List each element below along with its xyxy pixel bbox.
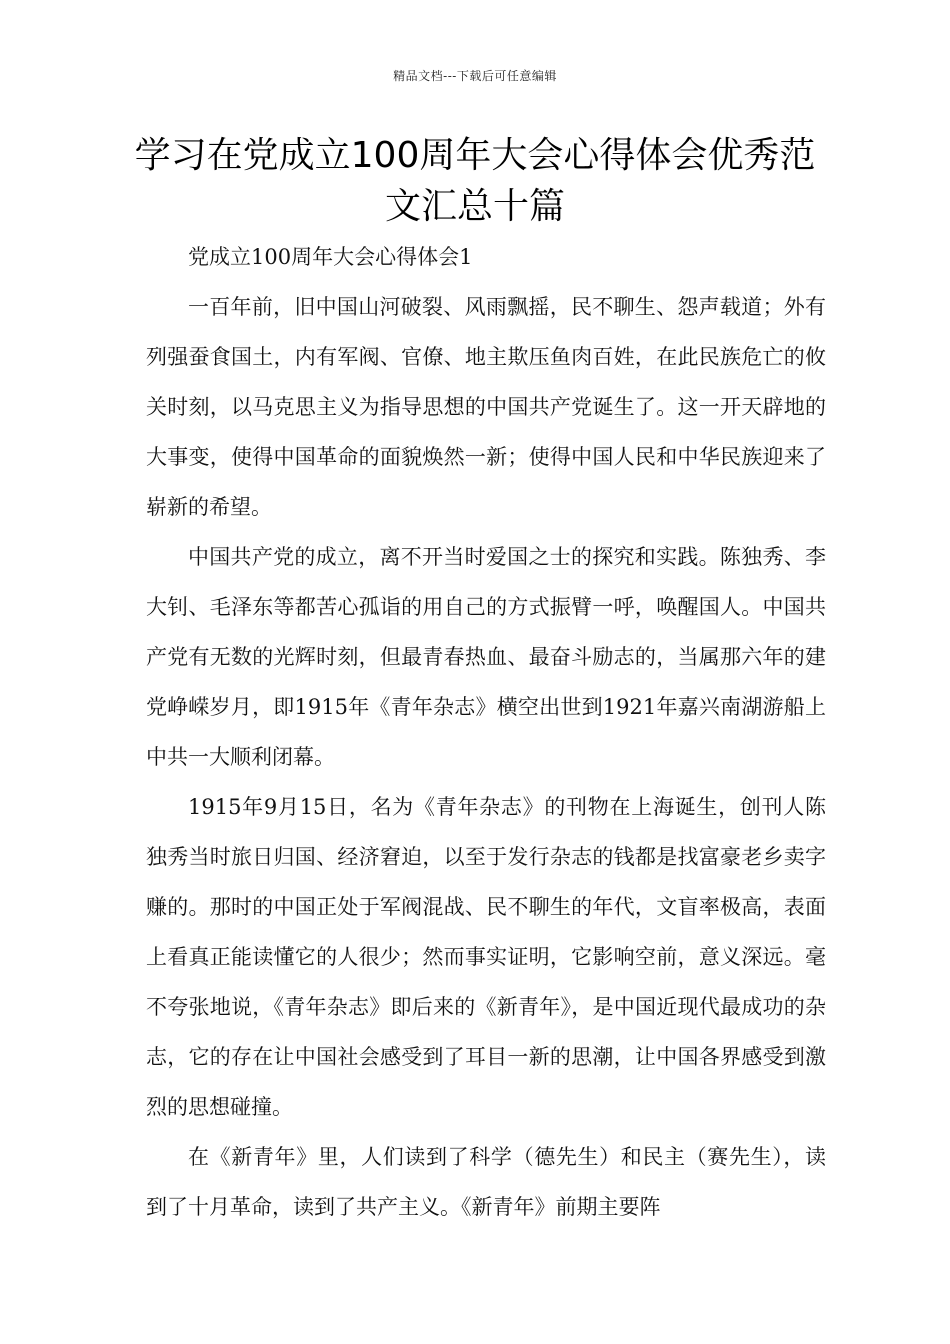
body-paragraph-1: 一百年前，旧中国山河破裂、风雨飘摇，民不聊生、怨声载道；外有列强蚕食国土，内有军阀、官僚、地主欺压鱼肉百姓，在此民族危亡的攸关时刻，以马克思主义为指导思想的中国共产党诞生了。这一开天辟地的大事变，使得中国革命的面貌焕然一新；使得中国人民和中华民族迎来了崭新的希望。 xyxy=(146,295,826,519)
page-header-note: 精品文档---下载后可任意编辑 xyxy=(393,69,557,83)
section-subtitle: 党成立100周年大会心得体会1 xyxy=(188,245,473,269)
body-paragraph-3: 1915年9月15日，名为《青年杂志》的刊物在上海诞生，创刊人陈独秀当时旅日归国、经济窘迫，以至于发行杂志的钱都是找富豪老乡卖字赚的。那时的中国正处于军阀混战、民不聊生的年代，文盲率极高，表面上看真正能读懂它的人很少；然而事实证明，它影响空前，意义深远。毫不夸张地说，《青年杂志》即后来的《新青年》，是中国近现代最成功的杂志，它的存在让中国社会感受到了耳目一新的思潮，让中国各界感受到激烈的思想碰撞。 xyxy=(146,795,826,1119)
body-paragraph-4: 在《新青年》里，人们读到了科学（德先生）和民主（赛先生），读到了十月革命，读到了共产主义。《新青年》前期主要阵 xyxy=(146,1145,826,1219)
document-title: 学习在党成立100周年大会心得体会优秀范文汇总十篇 xyxy=(134,135,816,227)
document-body xyxy=(146,232,826,1232)
body-paragraph-2: 中国共产党的成立，离不开当时爱国之士的探究和实践。陈独秀、李大钊、毛泽东等都苦心孤诣的用自己的方式振臂一呼，唤醒国人。中国共产党有无数的光辉时刻，但最青春热血、最奋斗励志的，当属那六年的建党峥嵘岁月，即1915年《青年杂志》横空出世到1921年嘉兴南湖游船上中共一大顺利闭幕。 xyxy=(146,545,826,769)
